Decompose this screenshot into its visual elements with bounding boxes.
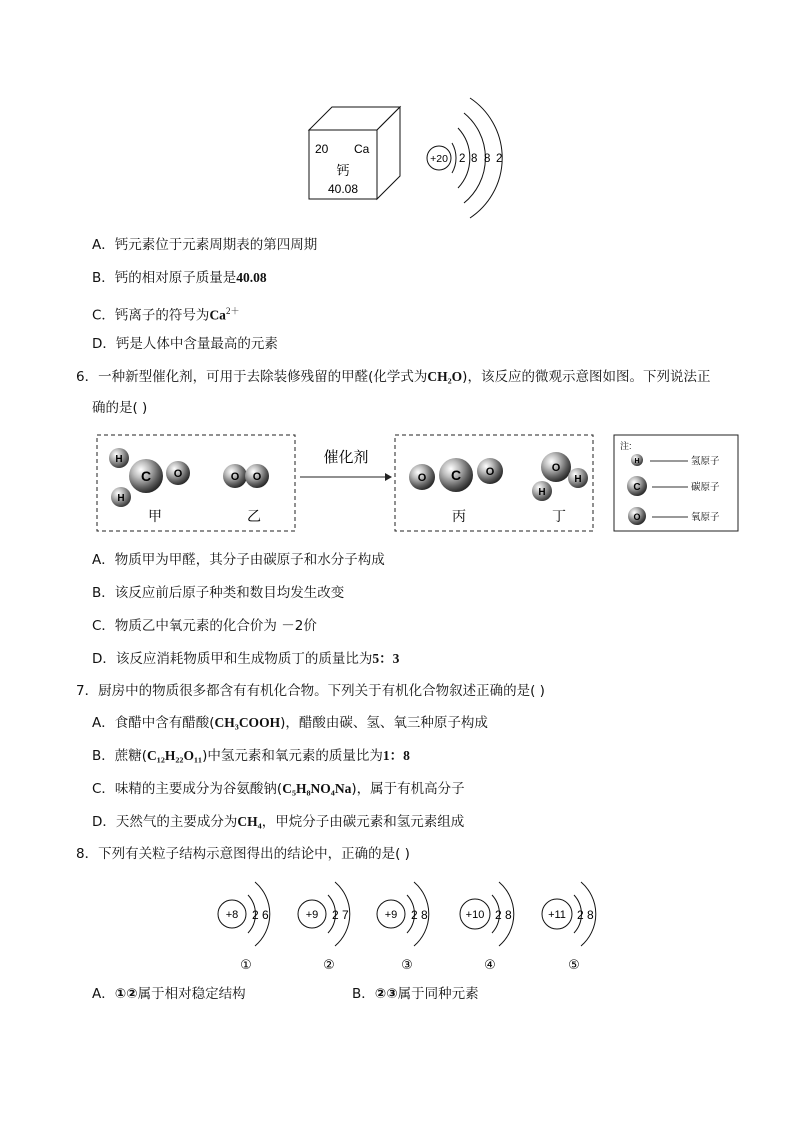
svg-text:2 8: 2 8	[411, 908, 428, 922]
calcium-atomic-number: 20	[315, 142, 329, 156]
q6-stem-line1: 6．一种新型催化剂，可用于去除装修残留的甲醛(化学式为CH₂O)，该反应的微观示意图如图。下列说法正	[76, 369, 711, 385]
svg-text:+10: +10	[465, 909, 485, 921]
particle-3	[377, 882, 429, 972]
calcium-shell-4: 2	[496, 153, 503, 165]
calcium-atom-structure	[427, 98, 502, 218]
q7-option-a[interactable]: A．食醋中含有醋酸(CH₃COOH)，醋酸由碳、氢、氧三种原子构成	[92, 715, 488, 731]
particle-1	[218, 882, 270, 972]
q6-option-a[interactable]: A．物质甲为甲醛，其分子由碳原子和水分子构成	[92, 552, 385, 568]
calcium-atomic-mass: 40.08	[327, 182, 359, 196]
particle-5-label: ⑤	[568, 957, 580, 972]
calcium-name: 钙	[336, 163, 350, 178]
particle-4	[460, 882, 514, 972]
svg-text:+11: +11	[548, 909, 566, 921]
calcium-shell-2: 8	[471, 153, 478, 165]
svg-text:+9: +9	[384, 909, 398, 921]
q8-option-a[interactable]: A．①②属于相对稳定结构	[92, 986, 246, 1002]
q7-option-c[interactable]: C．味精的主要成分为谷氨酸钠(C₅H₈NO₄Na)，属于有机高分子	[92, 781, 465, 797]
q5-option-c[interactable]: C．钙离子的符号为$Ca^{2+}$	[92, 306, 240, 324]
particle-1-label: ①	[240, 957, 252, 972]
svg-text:H: H	[634, 458, 640, 465]
calcium-nucleus: +20	[430, 153, 448, 165]
catalyst-label: 催化剂	[323, 449, 369, 466]
svg-text:O: O	[485, 466, 495, 478]
calcium-shell-1: 2	[459, 153, 466, 165]
particle-3-label: ③	[401, 957, 413, 972]
svg-text:O: O	[551, 462, 561, 474]
svg-text:C: C	[450, 467, 462, 483]
q8-option-b[interactable]: B．②③属于同种元素	[352, 986, 479, 1002]
q6-stem-line2: 确的是( )	[92, 400, 148, 416]
svg-text:2 8: 2 8	[495, 908, 512, 922]
svg-text:O: O	[252, 471, 262, 483]
label-ding: 丁	[552, 508, 566, 524]
svg-text:2 8: 2 8	[577, 908, 594, 922]
svg-text:2 6: 2 6	[252, 908, 269, 922]
svg-text:2 7: 2 7	[332, 908, 349, 922]
legend-title: 注:	[620, 441, 632, 451]
legend-o-label: 氧原子	[691, 512, 720, 523]
svg-text:C: C	[633, 482, 641, 493]
q6-option-c[interactable]: C．物质乙中氧元素的化合价为 －2价	[92, 618, 317, 634]
q7-option-d[interactable]: D．天然气的主要成分为CH₄，甲烷分子由碳元素和氢元素组成	[92, 814, 465, 830]
svg-text:H: H	[574, 474, 582, 485]
q7-option-b[interactable]: B．蔗糖(C₁₂H₂₂O₁₁)中氢元素和氧元素的质量比为1：8	[92, 748, 410, 764]
svg-text:O: O	[173, 468, 183, 480]
particle-4-label: ④	[484, 957, 496, 972]
legend-c-label: 碳原子	[691, 482, 720, 493]
svg-text:H: H	[115, 454, 123, 465]
q5-option-a[interactable]: A．钙元素位于元素周期表的第四周期	[92, 237, 318, 253]
calcium-shell-3: 8	[484, 153, 491, 165]
molecule-ding	[532, 452, 588, 501]
molecule-bing	[409, 458, 503, 492]
label-jia: 甲	[148, 508, 162, 524]
molecule-jia	[109, 448, 190, 507]
particle-2-label: ②	[323, 957, 335, 972]
label-bing: 丙	[452, 508, 466, 524]
legend-h-label: 氢原子	[691, 456, 720, 467]
reaction-arrow-head	[385, 473, 392, 481]
calcium-symbol: Ca	[354, 142, 370, 156]
svg-text:O: O	[417, 472, 427, 484]
particle-2	[298, 882, 350, 972]
label-yi: 乙	[247, 508, 261, 524]
molecule-yi	[223, 464, 269, 488]
svg-text:H: H	[538, 487, 546, 498]
svg-text:C: C	[140, 468, 152, 484]
q6-option-b[interactable]: B．该反应前后原子种类和数目均发生改变	[92, 585, 345, 601]
svg-text:O: O	[230, 471, 240, 483]
q6-option-d[interactable]: D．该反应消耗物质甲和生成物质丁的质量比为5：3	[92, 651, 400, 667]
q5-option-d[interactable]: D．钙是人体中含量最高的元素	[92, 336, 278, 352]
q7-stem: 7．厨房中的物质很多都含有有机化合物。下列关于有机化合物叙述正确的是( )	[76, 683, 545, 699]
svg-text:+8: +8	[225, 909, 239, 921]
svg-text:O: O	[633, 512, 641, 522]
q8-stem: 8．下列有关粒子结构示意图得出的结论中，正确的是( )	[76, 846, 410, 862]
svg-text:H: H	[117, 493, 125, 504]
particle-5	[542, 882, 596, 972]
q5-option-b[interactable]: B．钙的相对原子质量是40.08	[92, 270, 267, 286]
svg-text:+9: +9	[305, 909, 319, 921]
